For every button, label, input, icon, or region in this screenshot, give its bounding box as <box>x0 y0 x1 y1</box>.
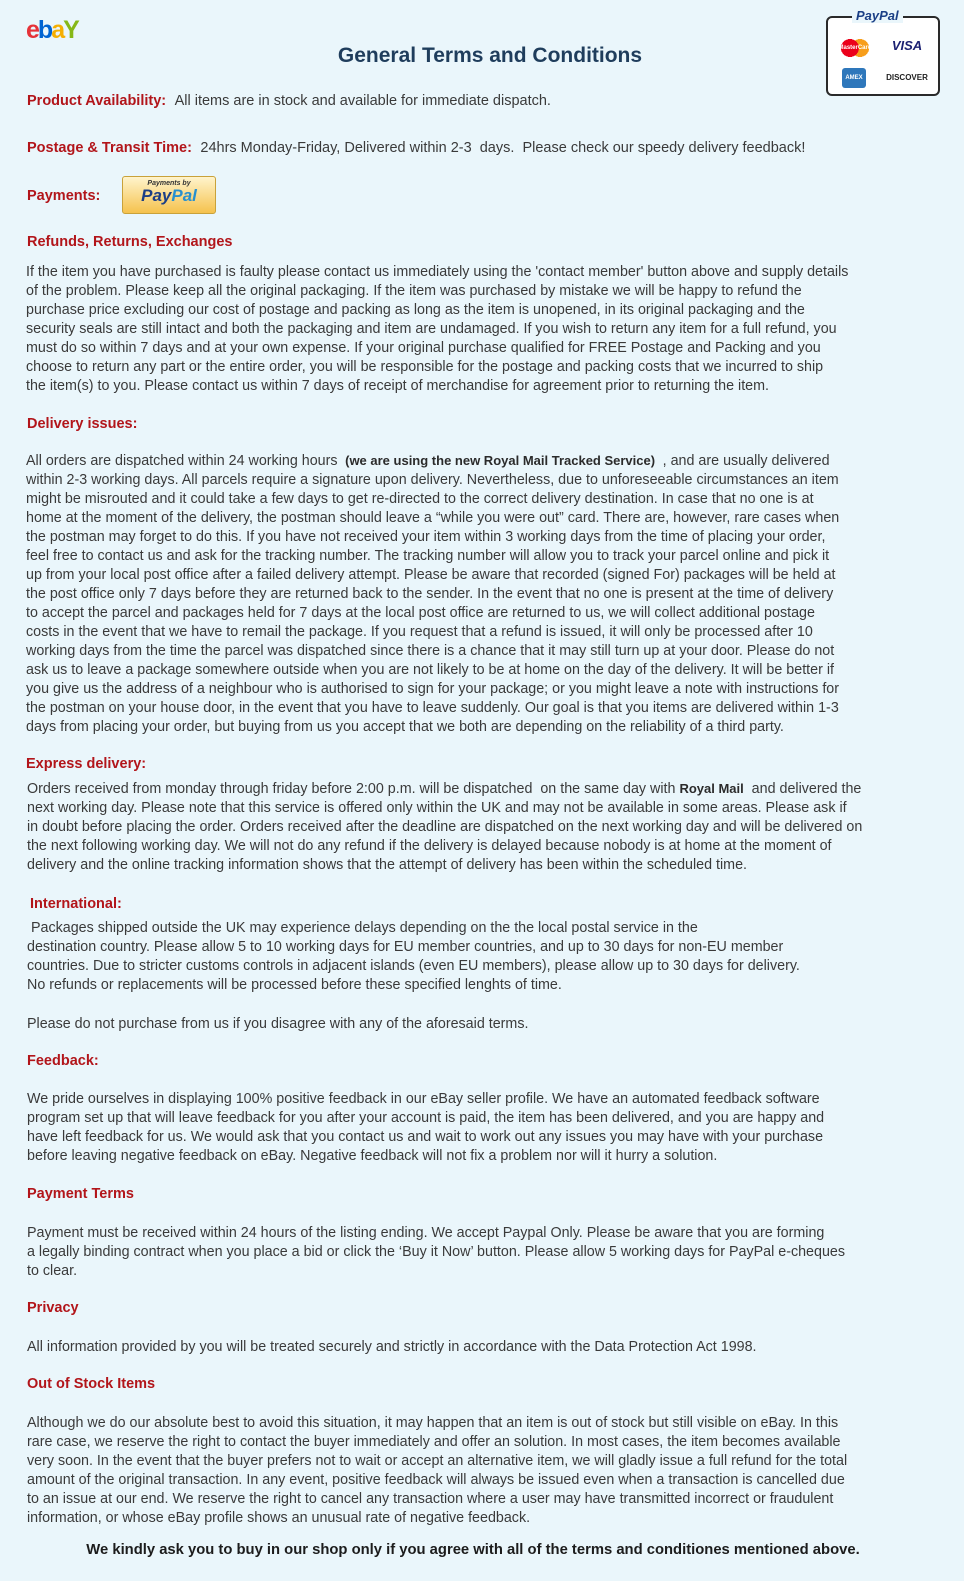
text-line: before leaving negative feedback on eBay. Negative feedback will not fix a problem nor will it hurry a solution. <box>27 1148 718 1164</box>
disagree-notice: Please do not purchase from us if you disagree with any of the aforesaid terms. <box>27 1016 529 1032</box>
text-line: have left feedback for us. We would ask that you contact us and wait to work out any issues you may have with your purchase <box>27 1129 824 1145</box>
text-line: within 2-3 working days. All parcels require a signature upon delivery. Nevertheless, due to unforeseeable circumstances an item <box>26 472 839 488</box>
text-line: Although we do our absolute best to avoid this situation, it may happen that an item is out of stock but still visible on eBay. In this <box>27 1415 839 1431</box>
postage-row <box>27 139 805 157</box>
product-availability-text: All items are in stock and available for immediate dispatch. <box>174 93 551 109</box>
international-paragraph <box>27 919 947 995</box>
text-line: destination country. Please allow 5 to 10 working days for EU member countries, and up to 30 days for non-EU member <box>27 939 784 955</box>
text-line: very soon. In the event that the buyer prefers not to wait or accept an alternative item, we will gladly issue a full refund for the total <box>27 1453 848 1469</box>
mastercard-icon: MasterCard <box>838 38 872 58</box>
amex-icon: AMEX <box>842 68 866 88</box>
delivery-paragraph <box>26 451 946 737</box>
text-line: days from placing your order, but buying from us you accept that we both are depending on the reliability of a third party. <box>26 719 784 735</box>
text-line: the postman on your house door, in the event that you have to leave suddenly. Our goal is that you items are delivered within 1-3 <box>26 700 839 716</box>
closing-statement: We kindly ask you to buy in our shop only if you agree with all of the terms and conditiones mentioned above. <box>86 1542 860 1558</box>
paypal-logo: PayPal <box>141 186 197 205</box>
text-line: amount of the original transaction. In any event, positive feedback will always be issued even when a transaction is cancelled due <box>27 1472 845 1488</box>
text-line: home at the moment of the delivery, the postman should leave a “while you were out” card. There are, however, rare cases when <box>26 510 840 526</box>
postage-heading: Postage & Transit Time: <box>27 140 192 156</box>
text-line: of the problem. Please keep all the original packaging. If the item was purchased by mistake we will be happy to refund the <box>26 283 802 299</box>
paypal-accepted-badge <box>826 8 940 96</box>
text-line: you give us the address of a neighbour who is authorised to sign for your package; or you might leave a note with instructions for <box>26 681 840 697</box>
privacy-text: All information provided by you will be treated securely and strictly in accordance with the Data Protection Act 1998. <box>27 1339 757 1355</box>
text-line: to clear. <box>27 1263 78 1279</box>
text-line: the item(s) to you. Please contact us within 7 days of receipt of merchandise for agreement prior to returning the item. <box>26 378 770 394</box>
text-line: program set up that will leave feedback for you after your account is paid, the item has been delivered, and you are happy and <box>27 1110 825 1126</box>
text-line: might be misrouted and it could take a few days to get re-directed to the correct delivery destination. In case that no one is at <box>26 491 814 507</box>
product-availability-heading: Product Availability: <box>27 93 167 109</box>
text-line: All orders are dispatched within 24 working hours (we are using the new Royal Mail Tracked Service) , and are usually delivered <box>26 453 830 469</box>
royal-mail-label: Royal Mail <box>679 781 744 796</box>
postage-text: 24hrs Monday-Friday, Delivered within 2-3 days. Please check our speedy delivery feedback! <box>200 140 806 156</box>
out-of-stock-heading: Out of Stock Items <box>27 1376 156 1392</box>
discover-icon: DISCOVER <box>886 73 928 82</box>
privacy-heading: Privacy <box>27 1300 79 1316</box>
text-line: Payment must be received within 24 hours of the listing ending. We accept Paypal Only. Please be aware that you are forming <box>27 1225 825 1241</box>
feedback-heading: Feedback: <box>27 1053 99 1069</box>
text-line: feel free to contact us and ask for the tracking number. The tracking number will allow you to track your parcel online and pick it <box>26 548 830 564</box>
royal-mail-tracked-note: (we are using the new Royal Mail Tracked Service) <box>341 453 659 468</box>
text-line: ask us to leave a package somewhere outside when you are not likely to be at home on the day of the delivery. It will be better if <box>26 662 834 678</box>
text-line: working days from the time the parcel was dispatched since there is a chance that it may still turn up at your door. Please do not <box>26 643 835 659</box>
text-line: No refunds or replacements will be processed before these specified lenghts of time. <box>27 977 562 993</box>
text-line: the next following working day. We will not do any refund if the delivery is delayed because nobody is at home at the moment of <box>27 838 832 854</box>
text-line: purchase price excluding our cost of postage and packing as long as the item is unopened, in its original packaging and the <box>26 302 805 318</box>
text-line: up from your local post office after a failed delivery attempt. Please be aware that recorded (signed For) packages will be held at <box>26 567 836 583</box>
payment-terms-paragraph <box>27 1224 947 1281</box>
text-line: the postman may forget to do this. If you have not received your item within 3 working days from the time of placing your order, <box>26 529 826 545</box>
refunds-heading: Refunds, Returns, Exchanges <box>27 234 233 250</box>
text-line: delivery and the online tracking information shows that the attempt of delivery has been within the scheduled time. <box>27 857 748 873</box>
text-line: the post office only 7 days before they are returned back to the sender. In the event that no one is present at the time of delivery <box>26 586 834 602</box>
text-line: in doubt before placing the order. Orders received after the deadline are dispatched on the next working day and will be delivered on <box>27 819 863 835</box>
text-line: choose to return any part or the entire order, you will be responsible for the postage and packing costs that we incurred to ship <box>26 359 824 375</box>
payment-terms-heading: Payment Terms <box>27 1186 134 1202</box>
text-line: must do so within 7 days and at your own expense. If your original purchase qualified for FREE Postage and Packing and you <box>26 340 821 356</box>
text-line: costs in the event that we have to remail the package. If you request that a refund is issued, it will only be processed after 10 <box>26 624 813 640</box>
text-line: security seals are still intact and both the packaging and item are undamaged. If you wish to return any item for a full refund, you <box>26 321 837 337</box>
feedback-paragraph <box>27 1090 947 1166</box>
text-line: to an issue at our end. We reserve the right to cancel any transaction where a user may have transmitted incorrect or fraudulent <box>27 1491 834 1507</box>
text-line: countries. Due to stricter customs controls in adjacent islands (even EU members), please allow up to 30 days for delivery. <box>27 958 800 974</box>
delivery-heading: Delivery issues: <box>27 416 138 432</box>
text-line: Packages shipped outside the UK may experience delays depending on the the local postal service in the <box>27 920 698 936</box>
paypal-badge-title: PayPal <box>852 8 903 23</box>
text-line: information, or whose eBay profile shows an unusual rate of negative feedback. <box>27 1510 531 1526</box>
text-line: to accept the parcel and packages held for 7 days at the local post office are returned to us, we will collect additional postage <box>26 605 815 621</box>
express-heading: Express delivery: <box>26 756 147 772</box>
paypal-button-caption: Payments by <box>147 180 191 187</box>
text-line: Orders received from monday through friday before 2:00 p.m. will be dispatched on the same day with Royal Mail and delivered the <box>27 781 862 797</box>
visa-icon: VISA <box>891 38 923 53</box>
out-of-stock-paragraph <box>27 1414 947 1528</box>
text-line: We pride ourselves in displaying 100% positive feedback in our eBay seller profile. We have an automated feedback software <box>27 1091 820 1107</box>
text-line: rare case, we reserve the right to contact the buyer immediately and offer an solution. In most cases, the item becomes available <box>27 1434 841 1450</box>
express-paragraph <box>27 779 947 875</box>
text-line: a legally binding contract when you place a bid or click the ‘Buy it Now’ button. Please allow 5 working days for PayPal e-cheques <box>27 1244 846 1260</box>
payments-heading: Payments: <box>27 188 101 204</box>
paypal-payments-button[interactable] <box>122 176 216 214</box>
text-line: next working day. Please note that this service is offered only within the UK and may not be available in some areas. Please ask if <box>27 800 847 816</box>
product-availability-row <box>27 92 551 110</box>
international-heading: International: <box>30 896 122 912</box>
page-title: General Terms and Conditions <box>337 44 643 67</box>
ebay-logo: ebaY <box>26 16 78 44</box>
text-line: If the item you have purchased is faulty please contact us immediately using the 'contact member' button above and supply details <box>26 264 849 280</box>
refunds-paragraph <box>26 263 946 396</box>
